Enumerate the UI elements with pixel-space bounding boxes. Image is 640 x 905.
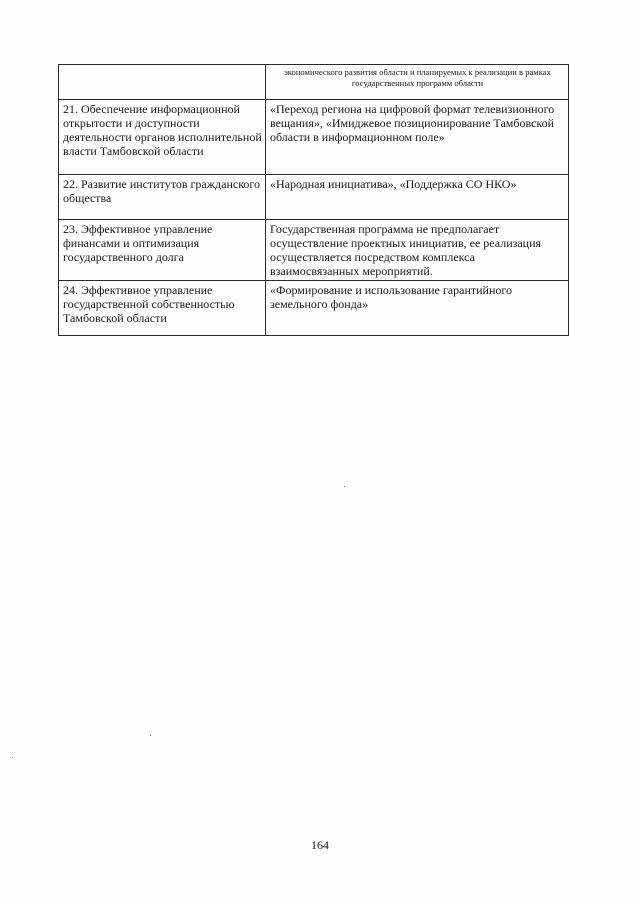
initiatives-cell: Государственная программа не предполагает осуществление проектных инициатив, ее реализация осуществляется посредством комплекса взаимосвязанных мероприятий.: [266, 220, 569, 281]
program-cell: 21. Обеспечение информационной открытости и доступности деятельности органов исполнительной власти Тамбовской области: [59, 100, 266, 175]
scan-speck: [150, 735, 151, 736]
table-row: [59, 175, 569, 220]
initiatives-cell: «Формирование и использование гарантийного земельного фонда»: [266, 281, 569, 336]
table-row: [59, 220, 569, 281]
page-number: 164: [311, 838, 329, 852]
header-cell-left: [59, 65, 266, 100]
program-cell: 24. Эффективное управление государственной собственностью Тамбовской области: [59, 281, 266, 336]
table-row: [59, 281, 569, 336]
initiatives-cell: «Народная инициатива», «Поддержка СО НКО»: [266, 175, 569, 220]
table-row: [59, 100, 569, 175]
scan-speck: [344, 486, 345, 487]
program-cell: 23. Эффективное управление финансами и оптимизация государственного долга: [59, 220, 266, 281]
program-cell: 22. Развитие институтов гражданского общества: [59, 175, 266, 220]
initiatives-cell: «Переход региона на цифровой формат телевизионного вещания», «Имиджевое позиционирование Тамбовской области в информационном поле»: [266, 100, 569, 175]
table-header-row: [59, 65, 569, 100]
header-cell-right: экономического развития области и планируемых к реализации в рамках государственных программ области: [266, 65, 569, 100]
scan-speck: [12, 757, 13, 758]
programs-table: [58, 64, 569, 336]
